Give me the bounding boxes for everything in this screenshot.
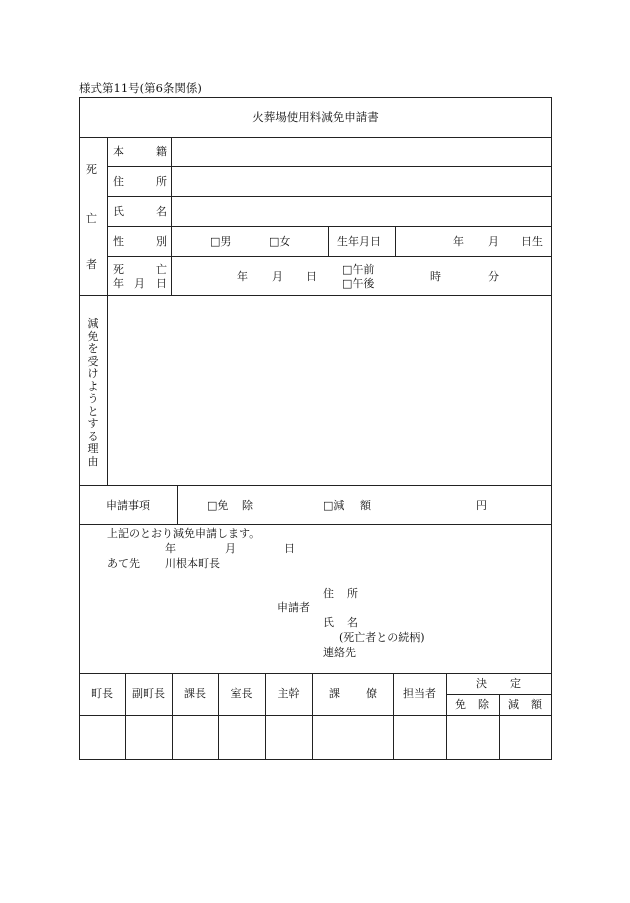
stamp-cell-office-chief[interactable] xyxy=(219,716,265,758)
death-month: 月 xyxy=(272,270,283,283)
form-number: 様式第11号(第6条関係) xyxy=(79,81,202,95)
approval-col-vice-mayor: 副町長 xyxy=(132,687,165,700)
relation-label: (死亡者との続柄) xyxy=(339,631,425,644)
death-label-2: 亡 xyxy=(156,263,167,276)
application-year: 年 xyxy=(165,542,176,555)
sex-male-checkbox[interactable]: □男 xyxy=(210,235,232,248)
sex-label-1: 性 xyxy=(113,235,124,248)
sex-label-2: 別 xyxy=(156,235,167,248)
reason-field[interactable] xyxy=(108,296,551,484)
addressee: 川根本町長 xyxy=(165,557,220,570)
applicant-name-label-2: 名 xyxy=(347,616,358,629)
pm-checkbox[interactable]: □午後 xyxy=(342,277,375,290)
stamp-cell-mayor[interactable] xyxy=(80,716,125,758)
honseki-field[interactable] xyxy=(172,138,551,166)
decision-reduction-2: 額 xyxy=(531,698,542,711)
approval-col-tantou: 担当者 xyxy=(403,687,436,700)
reduction-checkbox[interactable]: □減 xyxy=(323,499,345,512)
form-title: 火葬場使用料減免申請書 xyxy=(252,110,379,124)
approval-col-chief: 主幹 xyxy=(277,687,300,700)
approval-col-staff-2: 僚 xyxy=(366,687,377,700)
contact-label: 連絡先 xyxy=(323,646,356,659)
stamp-cell-section-chief[interactable] xyxy=(173,716,218,758)
decision-exemption-2: 除 xyxy=(478,698,489,711)
exemption-checkbox[interactable]: □免 xyxy=(207,499,229,512)
approval-col-section-chief: 課長 xyxy=(184,687,206,700)
birth-day: 日生 xyxy=(521,235,543,248)
name-label-1: 氏 xyxy=(113,205,124,218)
application-month: 月 xyxy=(225,542,236,555)
decision-reduction-1: 減 xyxy=(508,698,519,711)
decision-exemption-1: 免 xyxy=(455,698,466,711)
death-label-1: 死 xyxy=(113,263,124,276)
death-label-month: 月 xyxy=(134,277,145,290)
stamp-cell-vice-mayor[interactable] xyxy=(126,716,172,758)
death-day: 日 xyxy=(306,270,317,283)
stamp-cell-staff[interactable] xyxy=(313,716,393,758)
exemption-label-2: 除 xyxy=(242,499,253,512)
stamp-cell-tantou[interactable] xyxy=(394,716,446,758)
decision-label-2: 定 xyxy=(510,677,521,690)
death-hour: 時 xyxy=(430,270,441,283)
statement: 上記のとおり減免申請します。 xyxy=(107,527,261,540)
stamp-cell-reduction[interactable] xyxy=(500,716,551,758)
address-label-1: 住 xyxy=(113,175,124,188)
birth-month: 月 xyxy=(488,235,499,248)
name-field[interactable] xyxy=(172,197,551,226)
stamp-cell-chief[interactable] xyxy=(266,716,312,758)
approval-col-office-chief: 室長 xyxy=(230,687,253,700)
address-label-2: 所 xyxy=(156,175,167,188)
request-label: 申請事項 xyxy=(106,499,150,512)
name-label-2: 名 xyxy=(156,205,167,218)
honseki-label-1: 本 xyxy=(113,145,124,158)
honseki-label-2: 籍 xyxy=(156,145,167,158)
birth-date-label: 生年月日 xyxy=(337,235,381,248)
approval-col-mayor: 町長 xyxy=(91,687,113,700)
decision-label-1: 決 xyxy=(476,677,487,690)
deceased-label-2: 亡 xyxy=(86,212,97,225)
death-label-day: 日 xyxy=(156,277,167,290)
stamp-cell-exemption[interactable] xyxy=(447,716,499,758)
death-minute: 分 xyxy=(488,270,499,283)
am-checkbox[interactable]: □午前 xyxy=(342,263,375,276)
sex-female-checkbox[interactable]: □女 xyxy=(269,235,291,248)
approval-col-staff-1: 課 xyxy=(329,687,340,700)
reduction-label-2: 額 xyxy=(360,499,371,512)
applicant-address-label-1: 住 xyxy=(323,587,334,600)
application-day: 日 xyxy=(284,542,295,555)
address-field[interactable] xyxy=(172,167,551,196)
reason-label: 減免を受けようとする理由 xyxy=(87,317,99,468)
addressee-label: あて先 xyxy=(107,557,140,570)
applicant-label: 申請者 xyxy=(277,601,310,614)
yen-label: 円 xyxy=(476,499,487,512)
deceased-label-1: 死 xyxy=(86,163,97,176)
deceased-label-3: 者 xyxy=(86,258,97,271)
applicant-name-label-1: 氏 xyxy=(323,616,334,629)
death-year: 年 xyxy=(237,270,248,283)
death-label-year: 年 xyxy=(113,277,124,290)
applicant-address-label-2: 所 xyxy=(347,587,358,600)
birth-year: 年 xyxy=(453,235,464,248)
